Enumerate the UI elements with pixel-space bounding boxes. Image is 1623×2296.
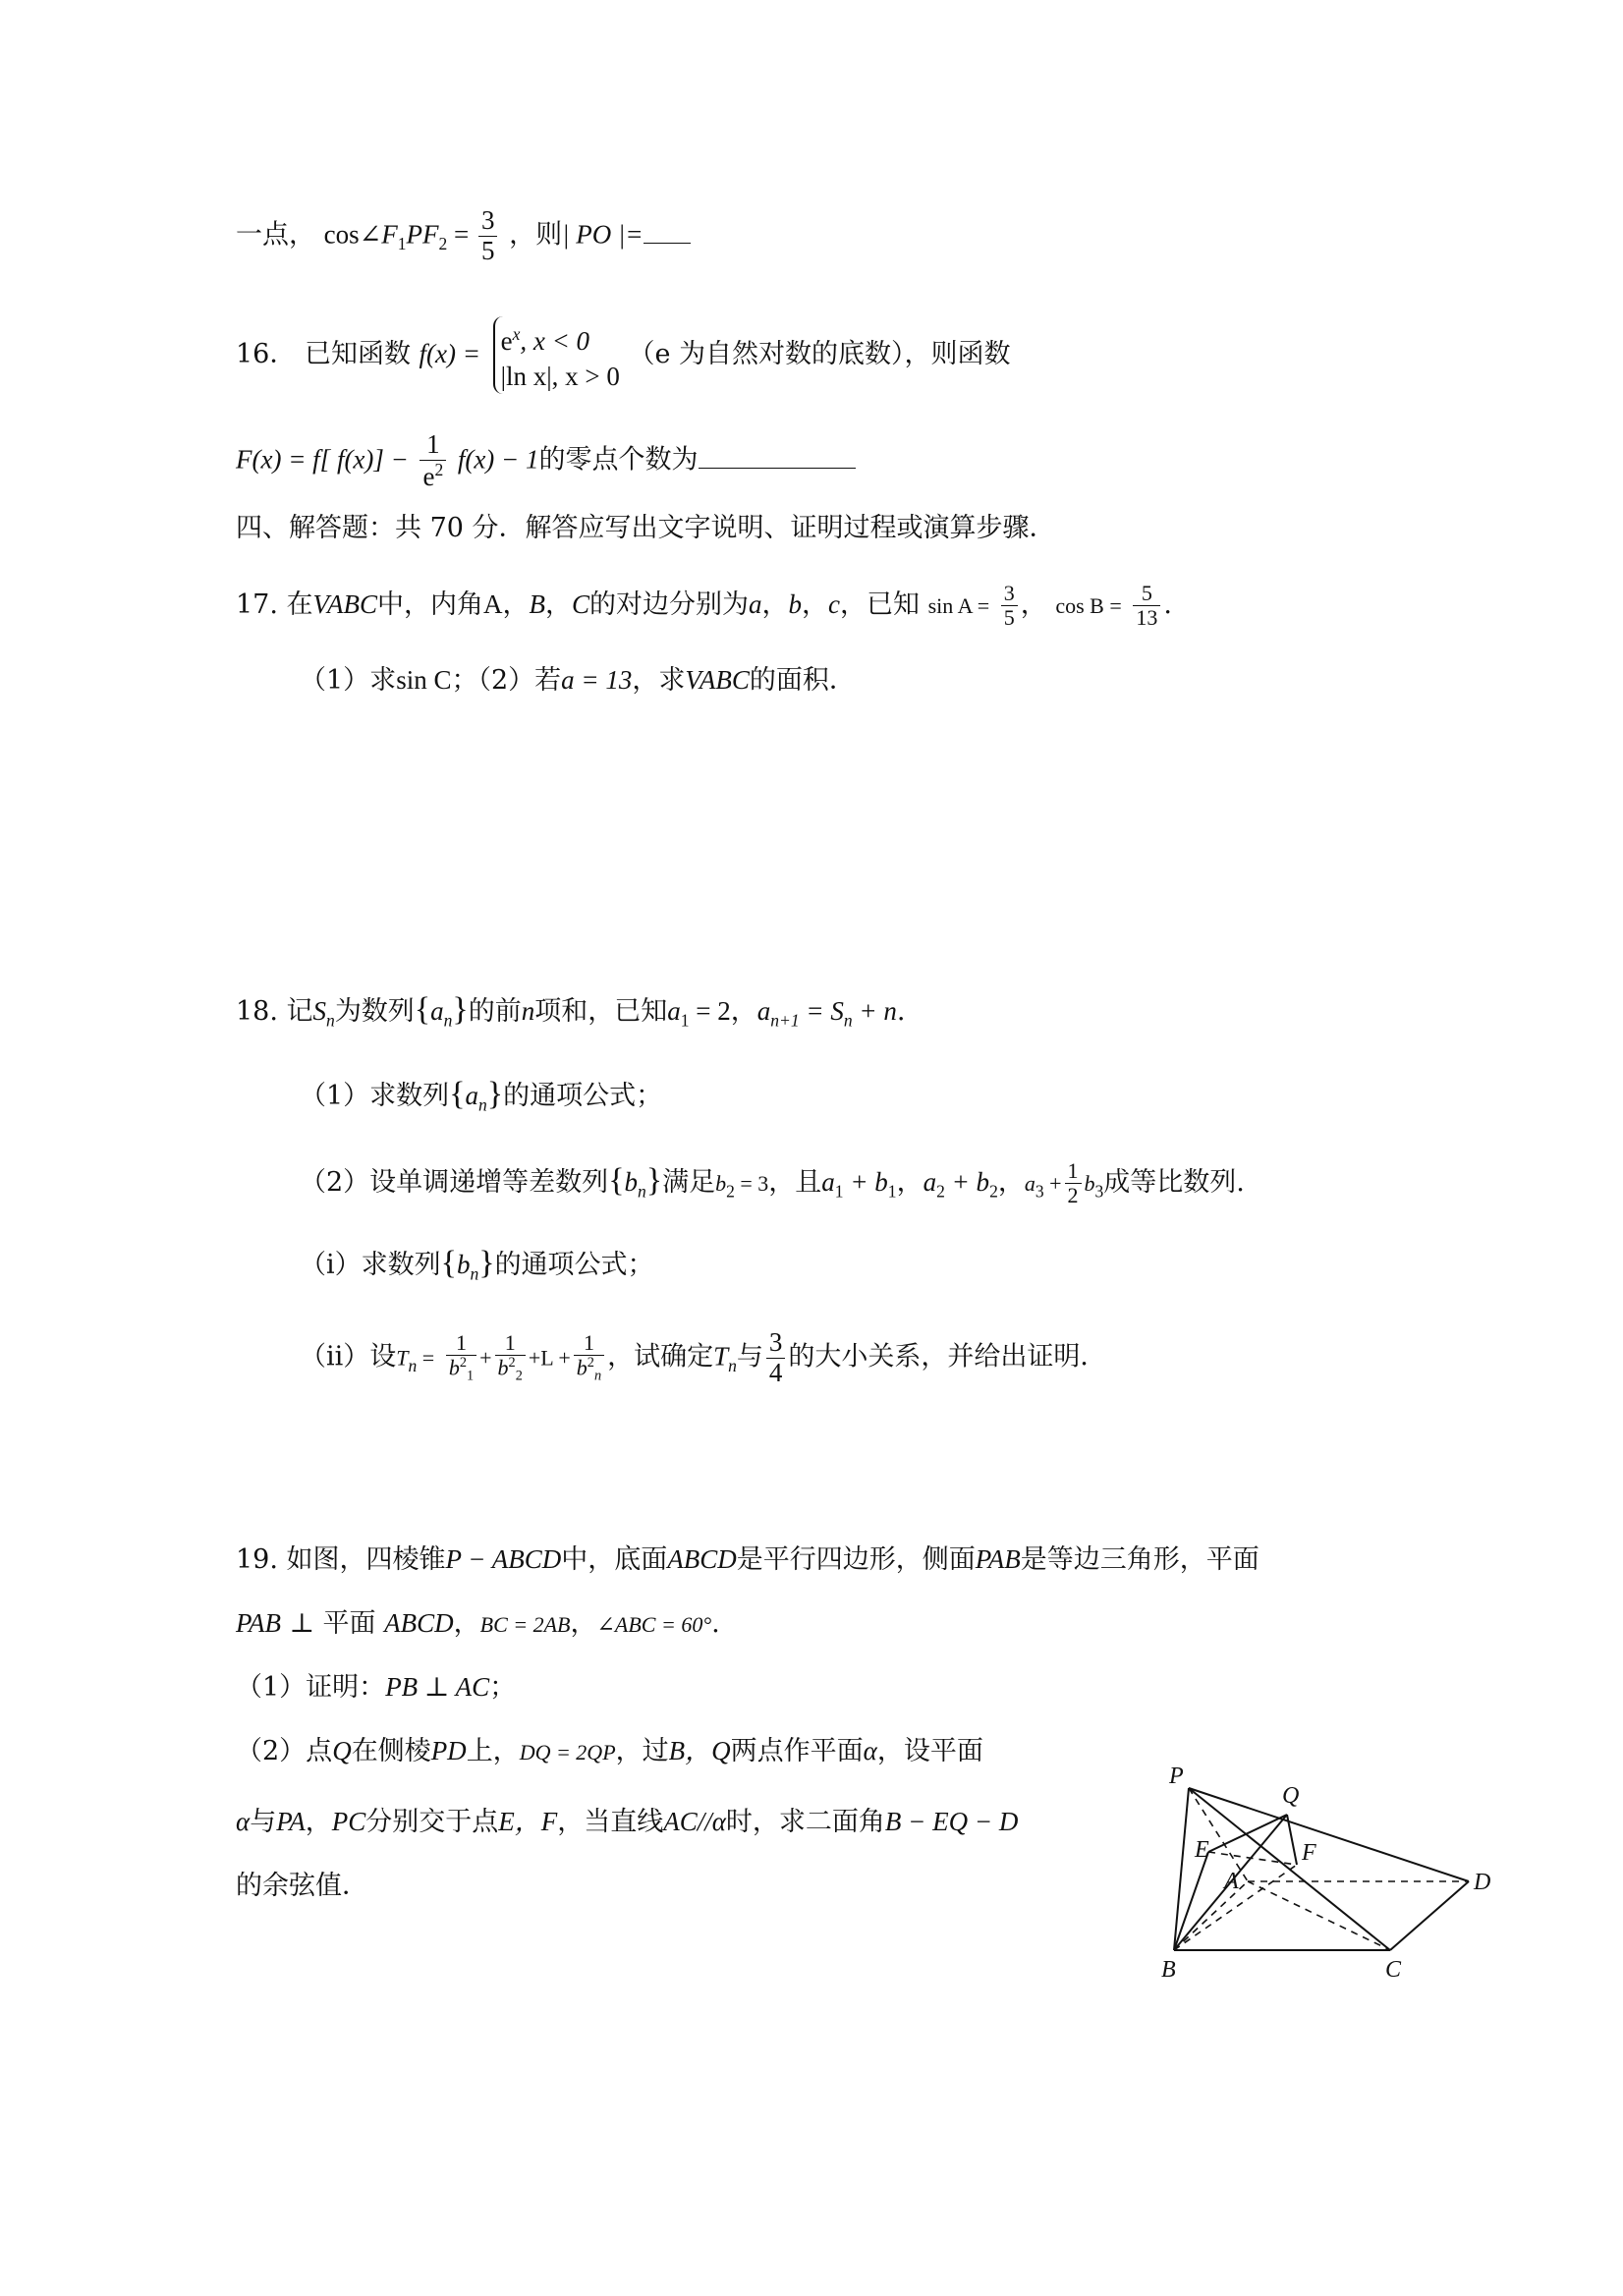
q15-fraction bbox=[478, 206, 498, 265]
q15-cos: cos∠ bbox=[323, 219, 382, 250]
edge-EF bbox=[1208, 1852, 1297, 1865]
label-Q: Q bbox=[1282, 1783, 1300, 1809]
label-P: P bbox=[1169, 1764, 1184, 1789]
q19-part1: （1）证明：PB ⊥ AC； bbox=[236, 1672, 517, 1703]
q17-triangle: VABC bbox=[312, 589, 378, 620]
q16-case2: |ln x|, x > 0 bbox=[500, 362, 620, 391]
edge-EQ bbox=[1208, 1815, 1287, 1852]
q16-case1: $e^x$, x < 0 bbox=[500, 324, 590, 356]
label-C: C bbox=[1385, 1957, 1402, 1983]
q18-part-i: （ⅰ）求数列$\{b_n\}$的通项公式； bbox=[300, 1245, 654, 1284]
q16-fx: f(x) = bbox=[419, 339, 480, 368]
q15-then: ，则 bbox=[509, 219, 563, 251]
q16-fraction: $\frac{1}{e^2}$ bbox=[420, 430, 446, 491]
edge-PD bbox=[1189, 1788, 1469, 1881]
q18-part-ii: （ⅱ）设$T_n$ = $\frac{1}{b^2_1}$ + $\frac{1}{b^2_2}$ +L + $\frac{1}{b^2_n}$ ，试确定$T_n$与 $\frac{3}{4}$ 的大小关系，并给出证明． bbox=[300, 1327, 1107, 1387]
q16-Fx: F(x) = f[ f(x)] − bbox=[236, 444, 409, 475]
q15-den: 5 bbox=[480, 235, 495, 265]
q19-part2: （2）点Q在侧棱PD上，DQ = 2QP，过B，Q两点作平面α，设平面 bbox=[236, 1736, 983, 1766]
q18-part2: （2）设单调递增等差数列$\{b_n\}$满足$b_2 = 3$，且$a_1 + b_1$，$a_2 + b_2$，$a_3$ + $\frac{1}{2}$ $b_3$成等比数列. bbox=[300, 1158, 1245, 1208]
q15-eq: = bbox=[447, 219, 476, 250]
q15-line bbox=[236, 206, 691, 265]
q15-abs: | PO |= bbox=[562, 219, 644, 250]
section-4-heading: 四、解答题：共 70 分．解答应写出文字说明、证明过程或演算步骤． bbox=[236, 513, 1056, 543]
q16-text1: 已知函数 bbox=[304, 339, 411, 369]
label-E: E bbox=[1195, 1837, 1209, 1863]
q16-fx-minus: f(x) − 1 bbox=[457, 444, 539, 475]
q18-part1: （1）求数列$\{a_n\}$的通项公式； bbox=[300, 1076, 663, 1115]
q15-f2-sub: 2 bbox=[438, 234, 448, 254]
q18-termn: $\frac{1}{b^2_n}$ bbox=[574, 1331, 604, 1385]
label-B: B bbox=[1161, 1957, 1176, 1983]
label-A: A bbox=[1224, 1869, 1239, 1894]
figure-solid-edges bbox=[1174, 1788, 1469, 1950]
label-D: D bbox=[1474, 1870, 1491, 1895]
q17-sinA: sin A = bbox=[927, 593, 990, 619]
q15-p: P bbox=[406, 219, 422, 250]
edge-PA bbox=[1189, 1788, 1248, 1881]
q18-term1: $\frac{1}{b^2_1}$ bbox=[446, 1331, 476, 1385]
q17-line1: 17. 在VABC中，内角A，B，C的对边分别为a，b，c，已知 sin A = $\frac{3}{5}$ ， cos B = $\frac{5}{13}$ . bbox=[236, 581, 1172, 631]
q16-number: 16． bbox=[236, 339, 297, 369]
q16-cases bbox=[493, 316, 620, 394]
q18-number: 18. bbox=[236, 996, 278, 1027]
q19-number: 19. bbox=[236, 1544, 278, 1575]
q17-line2: （1）求sin C；（2）若a = 13，求VABC的面积． bbox=[300, 665, 856, 696]
q17-number: 17. bbox=[236, 589, 278, 621]
q18-three-quarters: $\frac{3}{4}$ bbox=[766, 1328, 786, 1387]
q15-f2: F bbox=[421, 219, 439, 250]
q17-cosB-frac: $\frac{5}{13}$ bbox=[1133, 582, 1160, 630]
label-F: F bbox=[1302, 1840, 1316, 1866]
q15-f1: F bbox=[381, 219, 398, 250]
q15-num: 3 bbox=[478, 206, 498, 237]
q16-note: （e 为自然对数的底数），则函数 bbox=[628, 339, 1011, 369]
q19-line4: 的余弦值． bbox=[236, 1871, 368, 1901]
q19-line3: α与PA，PC分别交于点E，F，当直线AC//α时，求二面角B − EQ − D bbox=[236, 1807, 1019, 1837]
q16-line2 bbox=[236, 430, 856, 491]
q17-cosB: cos B = bbox=[1055, 593, 1122, 619]
q15-lead: 一点， bbox=[236, 219, 315, 251]
q15-f1-sub: 1 bbox=[397, 234, 407, 254]
q19-line1: 19. 如图，四棱锥P − ABCD中，底面ABCD是平行四边形，侧面PAB是等边三角形，平面 bbox=[236, 1544, 1259, 1575]
q18-term2: $\frac{1}{b^2_2}$ bbox=[495, 1331, 526, 1385]
q17-sinA-frac: $\frac{3}{5}$ bbox=[1001, 582, 1018, 630]
q16-line2-text: 的零点个数为 bbox=[538, 444, 699, 476]
edge-PB bbox=[1174, 1788, 1189, 1950]
q15-blank bbox=[644, 243, 691, 244]
pyramid-figure bbox=[1140, 1759, 1513, 2004]
q18-half: $\frac{1}{2}$ bbox=[1065, 1159, 1082, 1207]
q18-line1: 18. 记$S_n$为数列$\{a_n\}$的前n项和，已知$a_1 = 2$，$a_{n+1} = S_n + n$. bbox=[236, 991, 906, 1031]
q16-line1 bbox=[236, 316, 1011, 394]
edge-CD bbox=[1390, 1881, 1469, 1950]
q16-blank bbox=[699, 468, 856, 469]
q19-line2: PAB ⊥ 平面 ABCD，BC = 2AB，∠ABC = 60°. bbox=[236, 1608, 720, 1639]
